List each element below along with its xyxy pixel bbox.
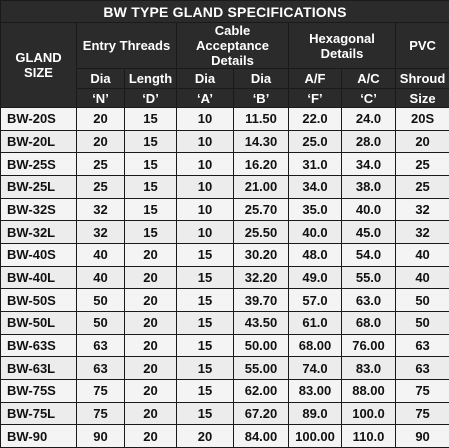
ac-cell: 55.0 bbox=[342, 266, 396, 289]
dia-n-cell: 20 bbox=[77, 130, 125, 153]
dia-a-cell: 15 bbox=[177, 266, 234, 289]
gland-size-cell: BW-50L bbox=[1, 311, 77, 334]
ac-cell: 40.0 bbox=[342, 198, 396, 221]
shroud-size-cell: 25 bbox=[396, 175, 449, 198]
code-c-header: ‘C’ bbox=[342, 89, 396, 108]
table-row bbox=[1, 108, 449, 131]
dia-n-cell: 50 bbox=[77, 311, 125, 334]
length-cell: 20 bbox=[125, 266, 177, 289]
dia-n-cell: 25 bbox=[77, 153, 125, 176]
length-cell: 20 bbox=[125, 311, 177, 334]
dia-a-cell: 15 bbox=[177, 334, 234, 357]
length-cell: 20 bbox=[125, 402, 177, 425]
code-f-header: ‘F’ bbox=[289, 89, 342, 108]
shroud-size-cell: 75 bbox=[396, 379, 449, 402]
dia-a-cell: 10 bbox=[177, 175, 234, 198]
gland-size-cell: BW-40L bbox=[1, 266, 77, 289]
dia-a-cell: 15 bbox=[177, 357, 234, 380]
dia-n-cell: 90 bbox=[77, 425, 125, 448]
dia-n-header: Dia bbox=[77, 69, 125, 89]
table-row bbox=[1, 243, 449, 266]
ac-cell: 24.0 bbox=[342, 108, 396, 131]
size-header: Size bbox=[396, 89, 449, 108]
gland-size-cell: BW-32S bbox=[1, 198, 77, 221]
shroud-size-cell: 90 bbox=[396, 425, 449, 448]
table-row bbox=[1, 311, 449, 334]
dia-a-cell: 15 bbox=[177, 402, 234, 425]
code-a-header: ‘A’ bbox=[177, 89, 234, 108]
dia-a-cell: 10 bbox=[177, 198, 234, 221]
af-cell: 49.0 bbox=[289, 266, 342, 289]
shroud-size-cell: 32 bbox=[396, 221, 449, 244]
dia-a-cell: 10 bbox=[177, 221, 234, 244]
dia-b-cell: 21.00 bbox=[234, 175, 289, 198]
af-cell: 40.0 bbox=[289, 221, 342, 244]
gland-size-cell: BW-63S bbox=[1, 334, 77, 357]
af-cell: 48.0 bbox=[289, 243, 342, 266]
entry-threads-header: Entry Threads bbox=[77, 23, 177, 69]
af-cell: 100.00 bbox=[289, 425, 342, 448]
table-row bbox=[1, 221, 449, 244]
dia-a-cell: 15 bbox=[177, 379, 234, 402]
dia-b-cell: 39.70 bbox=[234, 289, 289, 312]
ac-cell: 88.00 bbox=[342, 379, 396, 402]
af-cell: 35.0 bbox=[289, 198, 342, 221]
gland-size-cell: BW-20L bbox=[1, 130, 77, 153]
af-cell: 74.0 bbox=[289, 357, 342, 380]
dia-b-cell: 25.70 bbox=[234, 198, 289, 221]
dia-b-cell: 62.00 bbox=[234, 379, 289, 402]
dia-b-cell: 84.00 bbox=[234, 425, 289, 448]
dia-a-cell: 10 bbox=[177, 153, 234, 176]
length-cell: 20 bbox=[125, 334, 177, 357]
shroud-size-cell: 20 bbox=[396, 130, 449, 153]
ac-cell: 100.0 bbox=[342, 402, 396, 425]
table-row bbox=[1, 130, 449, 153]
ac-cell: 28.0 bbox=[342, 130, 396, 153]
length-cell: 20 bbox=[125, 357, 177, 380]
ac-cell: 38.0 bbox=[342, 175, 396, 198]
dia-b-cell: 55.00 bbox=[234, 357, 289, 380]
ac-header: A/C bbox=[342, 69, 396, 89]
ac-cell: 34.0 bbox=[342, 153, 396, 176]
length-cell: 15 bbox=[125, 153, 177, 176]
length-cell: 15 bbox=[125, 108, 177, 131]
length-cell: 15 bbox=[125, 175, 177, 198]
af-cell: 89.0 bbox=[289, 402, 342, 425]
pvc-header: PVC bbox=[396, 23, 449, 69]
dia-b-cell: 25.50 bbox=[234, 221, 289, 244]
shroud-size-cell: 25 bbox=[396, 153, 449, 176]
dia-n-cell: 75 bbox=[77, 402, 125, 425]
dia-b-cell: 43.50 bbox=[234, 311, 289, 334]
cable-acceptance-header: Cable Acceptance Details bbox=[177, 23, 289, 69]
table-row bbox=[1, 289, 449, 312]
af-cell: 22.0 bbox=[289, 108, 342, 131]
shroud-size-cell: 63 bbox=[396, 334, 449, 357]
code-b-header: ‘B’ bbox=[234, 89, 289, 108]
dia-n-cell: 25 bbox=[77, 175, 125, 198]
table-row bbox=[1, 175, 449, 198]
length-cell: 15 bbox=[125, 198, 177, 221]
length-cell: 20 bbox=[125, 243, 177, 266]
gland-size-cell: BW-20S bbox=[1, 108, 77, 131]
shroud-size-cell: 63 bbox=[396, 357, 449, 380]
shroud-size-cell: 40 bbox=[396, 243, 449, 266]
gland-size-cell: BW-40S bbox=[1, 243, 77, 266]
table-row bbox=[1, 153, 449, 176]
gland-size-cell: BW-75S bbox=[1, 379, 77, 402]
dia-n-cell: 63 bbox=[77, 334, 125, 357]
shroud-size-cell: 50 bbox=[396, 289, 449, 312]
shroud-size-cell: 32 bbox=[396, 198, 449, 221]
af-cell: 68.00 bbox=[289, 334, 342, 357]
dia-a-cell: 15 bbox=[177, 289, 234, 312]
dia-b-header: Dia bbox=[234, 69, 289, 89]
gland-size-cell: BW-25L bbox=[1, 175, 77, 198]
shroud-size-cell: 50 bbox=[396, 311, 449, 334]
dia-a-cell: 15 bbox=[177, 311, 234, 334]
gland-size-cell: BW-90 bbox=[1, 425, 77, 448]
ac-cell: 110.0 bbox=[342, 425, 396, 448]
shroud-header: Shroud bbox=[396, 69, 449, 89]
af-cell: 25.0 bbox=[289, 130, 342, 153]
dia-b-cell: 14.30 bbox=[234, 130, 289, 153]
length-cell: 20 bbox=[125, 289, 177, 312]
table-row bbox=[1, 334, 449, 357]
ac-cell: 54.0 bbox=[342, 243, 396, 266]
af-header: A/F bbox=[289, 69, 342, 89]
gland-size-cell: BW-50S bbox=[1, 289, 77, 312]
length-cell: 20 bbox=[125, 425, 177, 448]
length-header: Length bbox=[125, 69, 177, 89]
dia-n-cell: 40 bbox=[77, 266, 125, 289]
length-cell: 20 bbox=[125, 379, 177, 402]
dia-a-cell: 15 bbox=[177, 243, 234, 266]
table-row bbox=[1, 425, 449, 448]
ac-cell: 76.00 bbox=[342, 334, 396, 357]
gland-size-cell: BW-25S bbox=[1, 153, 77, 176]
af-cell: 31.0 bbox=[289, 153, 342, 176]
table-row bbox=[1, 379, 449, 402]
dia-a-cell: 20 bbox=[177, 425, 234, 448]
table-body bbox=[1, 108, 449, 448]
dia-b-cell: 50.00 bbox=[234, 334, 289, 357]
dia-b-cell: 11.50 bbox=[234, 108, 289, 131]
hexagonal-header: Hexagonal Details bbox=[289, 23, 396, 69]
af-cell: 34.0 bbox=[289, 175, 342, 198]
gland-size-cell: BW-32L bbox=[1, 221, 77, 244]
table-row bbox=[1, 402, 449, 425]
dia-b-cell: 16.20 bbox=[234, 153, 289, 176]
dia-n-cell: 63 bbox=[77, 357, 125, 380]
table-row bbox=[1, 266, 449, 289]
gland-size-cell: BW-63L bbox=[1, 357, 77, 380]
ac-cell: 68.0 bbox=[342, 311, 396, 334]
table-row bbox=[1, 357, 449, 380]
af-cell: 83.00 bbox=[289, 379, 342, 402]
table-header bbox=[1, 1, 449, 108]
dia-n-cell: 32 bbox=[77, 221, 125, 244]
code-d-header: ‘D’ bbox=[125, 89, 177, 108]
af-cell: 61.0 bbox=[289, 311, 342, 334]
dia-a-cell: 10 bbox=[177, 108, 234, 131]
dia-b-cell: 32.20 bbox=[234, 266, 289, 289]
dia-n-cell: 20 bbox=[77, 108, 125, 131]
shroud-size-cell: 75 bbox=[396, 402, 449, 425]
length-cell: 15 bbox=[125, 221, 177, 244]
ac-cell: 63.0 bbox=[342, 289, 396, 312]
ac-cell: 45.0 bbox=[342, 221, 396, 244]
shroud-size-cell: 40 bbox=[396, 266, 449, 289]
dia-n-cell: 32 bbox=[77, 198, 125, 221]
af-cell: 57.0 bbox=[289, 289, 342, 312]
gland-size-cell: BW-75L bbox=[1, 402, 77, 425]
length-cell: 15 bbox=[125, 130, 177, 153]
ac-cell: 83.0 bbox=[342, 357, 396, 380]
table-title: BW TYPE GLAND SPECIFICATIONS bbox=[1, 1, 449, 23]
gland-size-header: GLAND SIZE bbox=[1, 23, 77, 108]
shroud-size-cell: 20S bbox=[396, 108, 449, 131]
dia-b-cell: 30.20 bbox=[234, 243, 289, 266]
dia-a-cell: 10 bbox=[177, 130, 234, 153]
code-n-header: ‘N’ bbox=[77, 89, 125, 108]
table-row bbox=[1, 198, 449, 221]
dia-n-cell: 75 bbox=[77, 379, 125, 402]
dia-n-cell: 40 bbox=[77, 243, 125, 266]
dia-a-header: Dia bbox=[177, 69, 234, 89]
dia-b-cell: 67.20 bbox=[234, 402, 289, 425]
dia-n-cell: 50 bbox=[77, 289, 125, 312]
